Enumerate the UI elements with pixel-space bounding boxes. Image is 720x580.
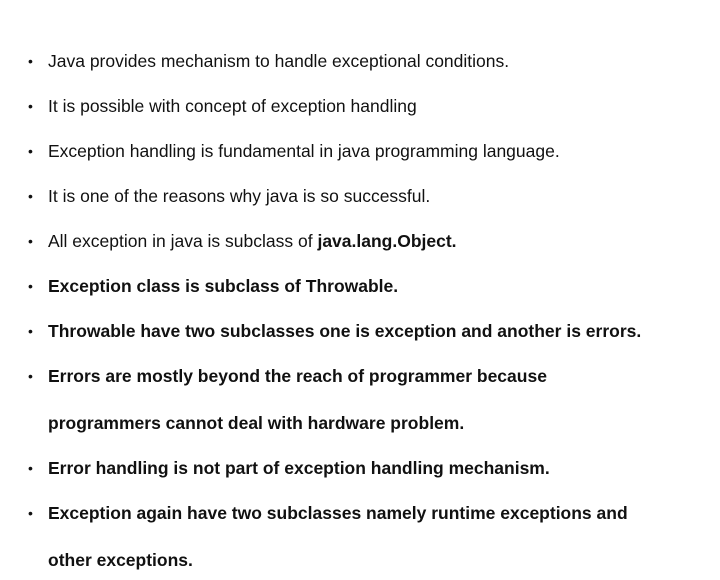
bullet-item-8 <box>28 357 708 443</box>
bullet-text: Exception handling is fundamental in java programming language. <box>48 141 560 161</box>
bullet-text-bold: java.lang.Object. <box>317 231 457 251</box>
bullet-text: Error handling is not part of exception handling mechanism. <box>48 458 550 478</box>
bullet-marker: • <box>28 460 33 476</box>
bullet-marker: • <box>28 188 33 204</box>
bullet-item-2 <box>28 87 708 126</box>
bullet-text: Throwable have two subclasses one is exception and another is errors. <box>48 321 642 341</box>
bullet-marker: • <box>28 368 33 384</box>
bullet-text: It is possible with concept of exception handling <box>48 96 417 116</box>
bullet-item-4 <box>28 177 708 216</box>
bullet-list <box>28 42 708 580</box>
bullet-item-6 <box>28 267 708 306</box>
bullet-text: Exception class is subclass of Throwable. <box>48 276 399 296</box>
bullet-item-7 <box>28 312 708 351</box>
bullet-marker: • <box>28 233 33 249</box>
bullet-marker: • <box>28 143 33 159</box>
bullet-marker: • <box>28 98 33 114</box>
bullet-item-3 <box>28 132 708 171</box>
bullet-item-1 <box>28 42 708 81</box>
bullet-marker: • <box>28 53 33 69</box>
bullet-item-5 <box>28 222 708 261</box>
bullet-text <box>48 222 457 261</box>
bullet-text: Java provides mechanism to handle exceptional conditions. <box>48 51 510 71</box>
bullet-text <box>48 494 628 580</box>
bullet-text-line2: programmers cannot deal with hardware problem. <box>48 413 465 433</box>
bullet-item-10 <box>28 494 708 580</box>
bullet-text-line1: Exception again have two subclasses namely runtime exceptions and <box>48 503 628 523</box>
bullet-text-line2: other exceptions. <box>48 550 193 570</box>
bullet-text <box>48 357 547 443</box>
bullet-text: It is one of the reasons why java is so successful. <box>48 186 431 206</box>
bullet-marker: • <box>28 505 33 521</box>
bullet-item-9 <box>28 449 708 488</box>
bullet-text-line1: Errors are mostly beyond the reach of programmer because <box>48 366 547 386</box>
bullet-text-regular: All exception in java is subclass of <box>48 231 318 251</box>
bullet-marker: • <box>28 323 33 339</box>
bullet-marker: • <box>28 278 33 294</box>
